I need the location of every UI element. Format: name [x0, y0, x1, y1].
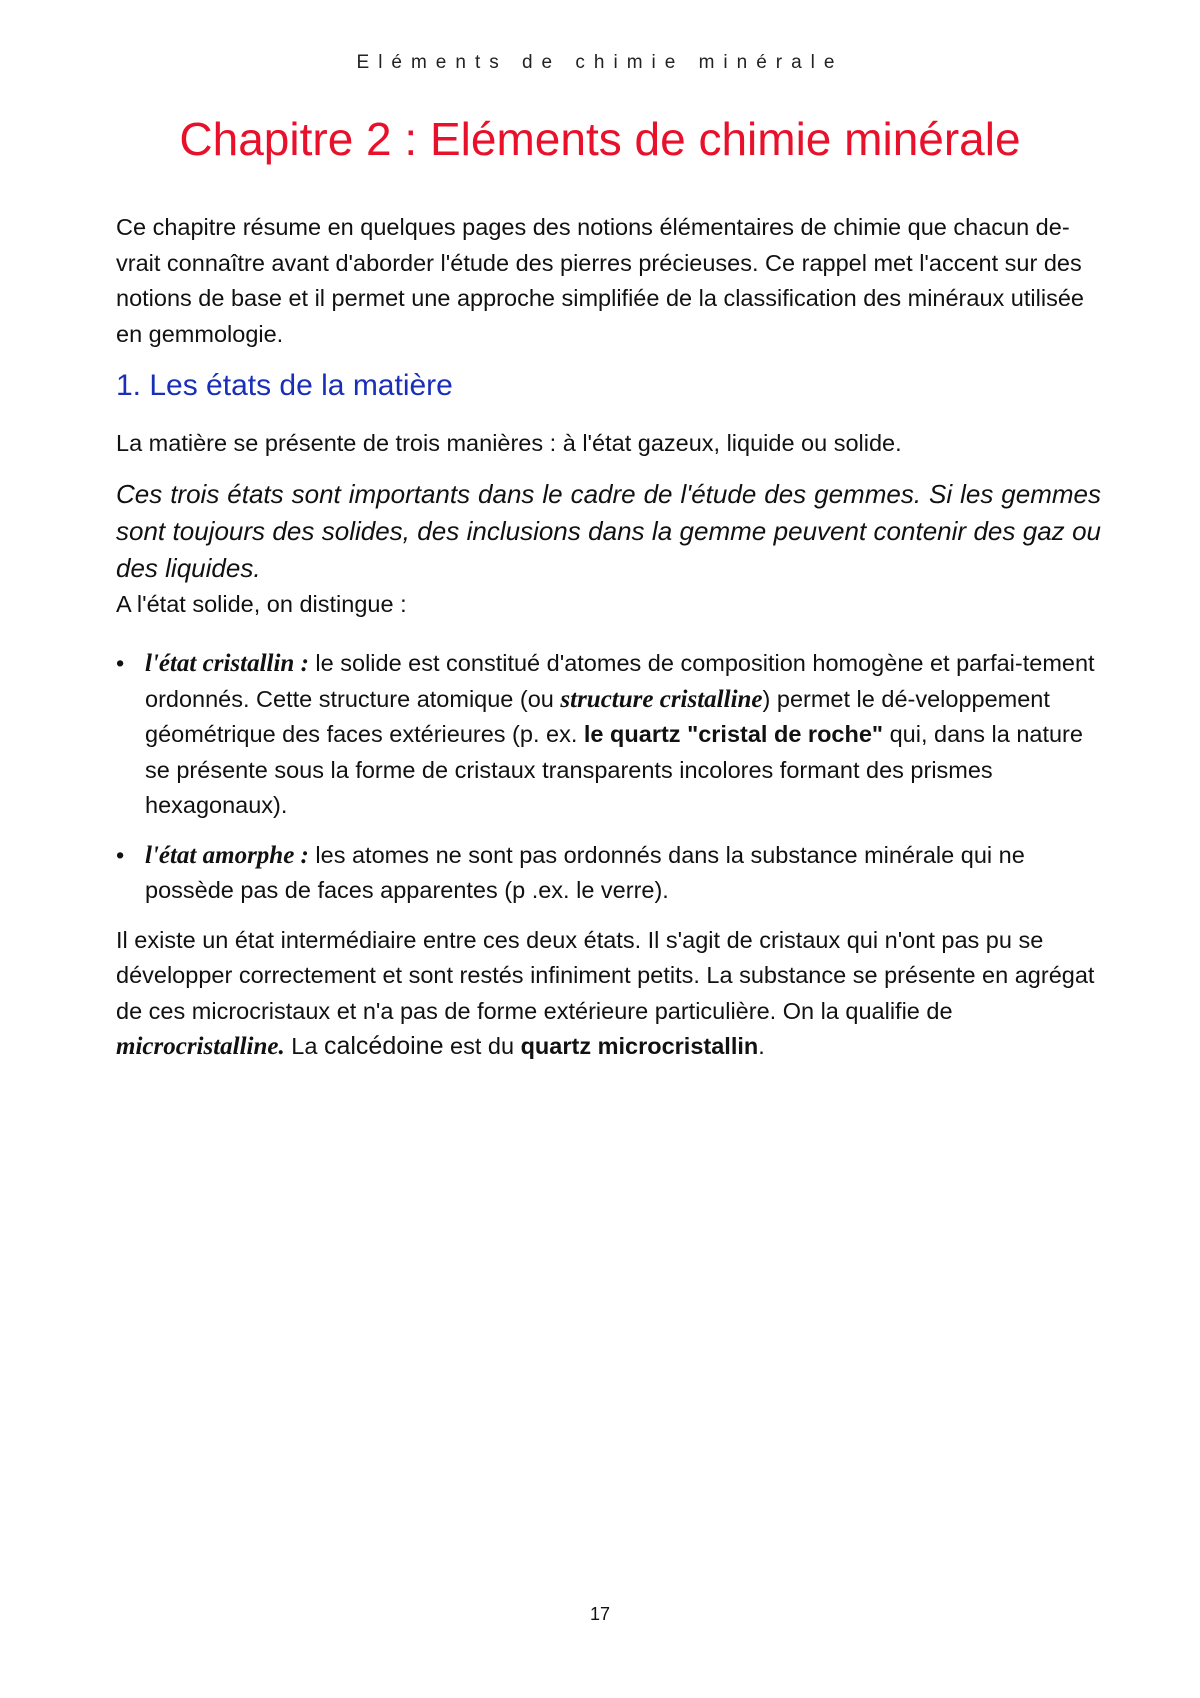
bold-quartz: le quartz "cristal de roche"	[583, 721, 884, 747]
bullet-icon: •	[116, 841, 125, 868]
chapter-title: Chapitre 2 : Eléments de chimie minérale	[179, 113, 1021, 165]
item-text: ) permet le dé-veloppement géométrique des faces extérieures (p. ex.	[145, 685, 1050, 747]
main-content	[116, 210, 1101, 1065]
term-amorphous: l'état amorphe :	[145, 841, 309, 869]
section-heading: 1. Les états de la matière	[116, 369, 453, 402]
term-crystalline: l'état cristallin :	[145, 650, 309, 677]
bold-quartz-micro: quartz microcristallin	[520, 1033, 759, 1059]
page-number: 17	[589, 1604, 611, 1624]
item-text: le solide est constitué d'atomes de composition homogène et parfai-tement ordonnés. Cette structure atomique (ou	[145, 650, 1095, 712]
list-item-crystalline	[116, 646, 1101, 824]
intro-paragraph: Ce chapitre résume en quelques pages des notions élémentaires de chimie que chacun de-vrait connaître avant d'aborder l'étude des pierres précieuses. Ce rappel met l'accent sur des notions de base et il permet une approche simplifiée de la classification des minéraux utilisée en gemmologie.	[116, 214, 1084, 347]
closing-paragraph	[116, 923, 1101, 1065]
states-list	[116, 646, 1101, 909]
item-text: les atomes ne sont pas ordonnés dans la substance minérale qui ne possède pas de faces apparentes (p .ex. le verre).	[145, 841, 1025, 903]
closing-text: est du	[443, 1033, 521, 1059]
running-header: Eléments de chimie minérale	[356, 52, 844, 73]
list-item-amorphous	[116, 838, 1101, 909]
word-calcedoine: calcédoine	[323, 1032, 444, 1060]
closing-text: Il existe un état intermédiaire entre ces deux états. Il s'agit de cristaux qui n'ont pas pu se développer correctement et sont restés infiniment petits. La substance se présente en agrégat de ces microcristaux et n'a pas de forme extérieure particulière. On la qualifie de	[116, 926, 1095, 1024]
bullet-icon: •	[116, 650, 125, 676]
term-microcrystalline: microcristalline.	[116, 1033, 285, 1060]
item-text: qui, dans la nature se présente sous la forme de cristaux transparents incolores formant des prismes hexagonaux).	[145, 721, 1083, 818]
lead-paragraph: La matière se présente de trois manières : à l'état gazeux, liquide ou solide.	[116, 430, 902, 456]
emphasis-paragraph: Ces trois états sont importants dans le cadre de l'étude des gemmes. Si les gemmes sont toujours des solides, des inclusions dans la gemme peuvent contenir des gaz ou des liquides.	[116, 478, 1101, 583]
closing-text: .	[758, 1033, 765, 1059]
term-crystal-structure: structure cristalline	[560, 685, 763, 713]
closing-text: La	[284, 1033, 324, 1059]
solid-intro: A l'état solide, on distingue :	[116, 590, 407, 617]
